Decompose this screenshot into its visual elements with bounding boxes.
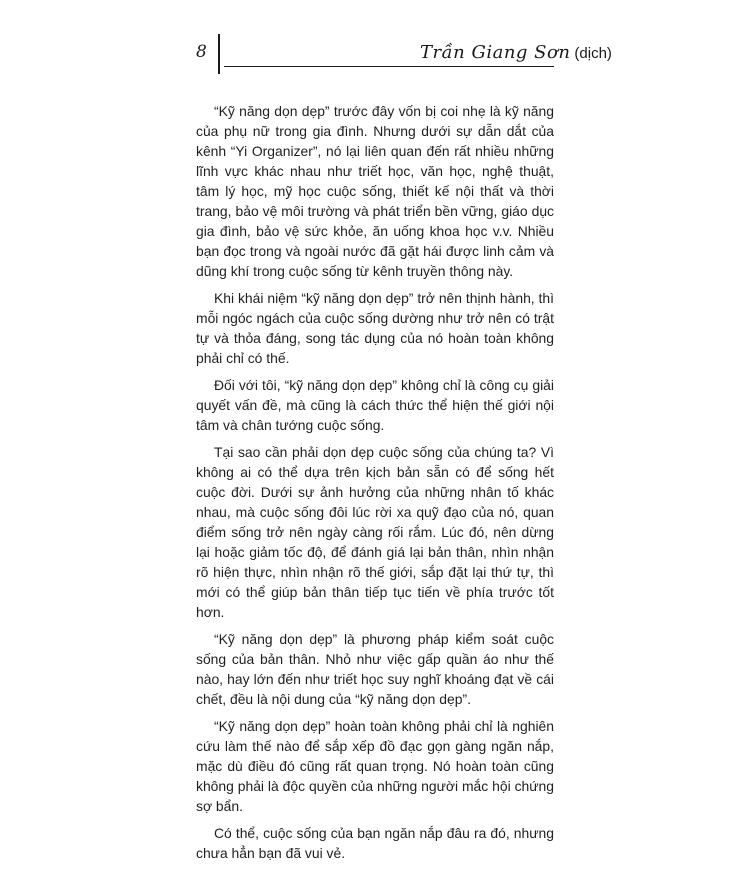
running-head — [420, 42, 612, 63]
paragraph: “Kỹ năng dọn dẹp” hoàn toàn không phải chỉ là nghiên cứu làm thế nào để sắp xếp đồ đạc gọn gàng ngăn nắp, mặc dù điều đó cũng rất quan trọng. Nó hoàn toàn cũng không phải là độc quyền của những người mắc hội chứng sợ bẩn. — [196, 718, 554, 814]
translator-role: (dịch) — [574, 45, 612, 62]
translator-name: Trần Giang Sơn — [420, 42, 571, 63]
header-horizontal-rule — [224, 66, 554, 67]
paragraph: Có thể, cuộc sống của bạn ngăn nắp đâu ra đó, nhưng chưa hẳn bạn đã vui vẻ. — [196, 825, 554, 861]
paragraph: “Kỹ năng dọn dẹp” là phương pháp kiểm soát cuộc sống của bản thân. Nhỏ như việc gấp quần áo như thế nào, hay lớn đến như triết học suy nghĩ khoáng đạt về cái chết, đều là nội dung của “kỹ năng dọn dẹp”. — [196, 631, 554, 707]
paragraph: Tại sao cần phải dọn dẹp cuộc sống của chúng ta? Vì không ai có thể dựa trên kịch bản sẵn có để sống hết cuộc đời. Dưới sự ảnh hưởng của những nhân tố khác nhau, mà cuộc sống đôi lúc rời xa quỹ đạo của nó, quan điểm sống trở nên ngày càng rối rắm. Lúc đó, nên dừng lại hoặc giảm tốc độ, để đánh giá lại bản thân, nhìn nhận rõ hiện thực, nhìn nhận rõ thế giới, sắp đặt lại thứ tự, thì mới có thể giúp bản thân tiếp tục tiến về phía trước tốt hơn. — [196, 444, 554, 620]
paragraph: “Kỹ năng dọn dẹp” trước đây vốn bị coi nhẹ là kỹ năng của phụ nữ trong gia đình. Nhưng dưới sự dẫn dắt của kênh “Yi Organizer”, nó lại liên quan đến rất nhiều những lĩnh vực khác nhau như triết học, văn học, nghệ thuật, tâm lý học, mỹ học cuộc sống, thiết kế nội thất và thời trang, bảo vệ môi trường và phát triển bền vững, giáo dục gia đình, bảo vệ sức khỏe, ăn uống khoa học v.v. Nhiều bạn đọc trong và ngoài nước đã gặt hái được linh cảm và dũng khí trong cuộc sống từ kênh truyền thông này. — [196, 103, 554, 279]
body-text — [196, 101, 554, 870]
header-vertical-rule — [218, 34, 220, 74]
page-number: 8 — [196, 42, 207, 62]
paragraph: Khi khái niệm “kỹ năng dọn dẹp” trở nên thịnh hành, thì mỗi ngóc ngách của cuộc sống dường như trở nên có trật tự và thỏa đáng, song tác dụng của nó hoàn toàn không phải chỉ có thế. — [196, 290, 554, 366]
paragraph: Đối với tôi, “kỹ năng dọn dẹp” không chỉ là công cụ giải quyết vấn đề, mà cũng là cách thức thể hiện thế giới nội tâm và chân tướng cuộc sống. — [196, 377, 554, 433]
